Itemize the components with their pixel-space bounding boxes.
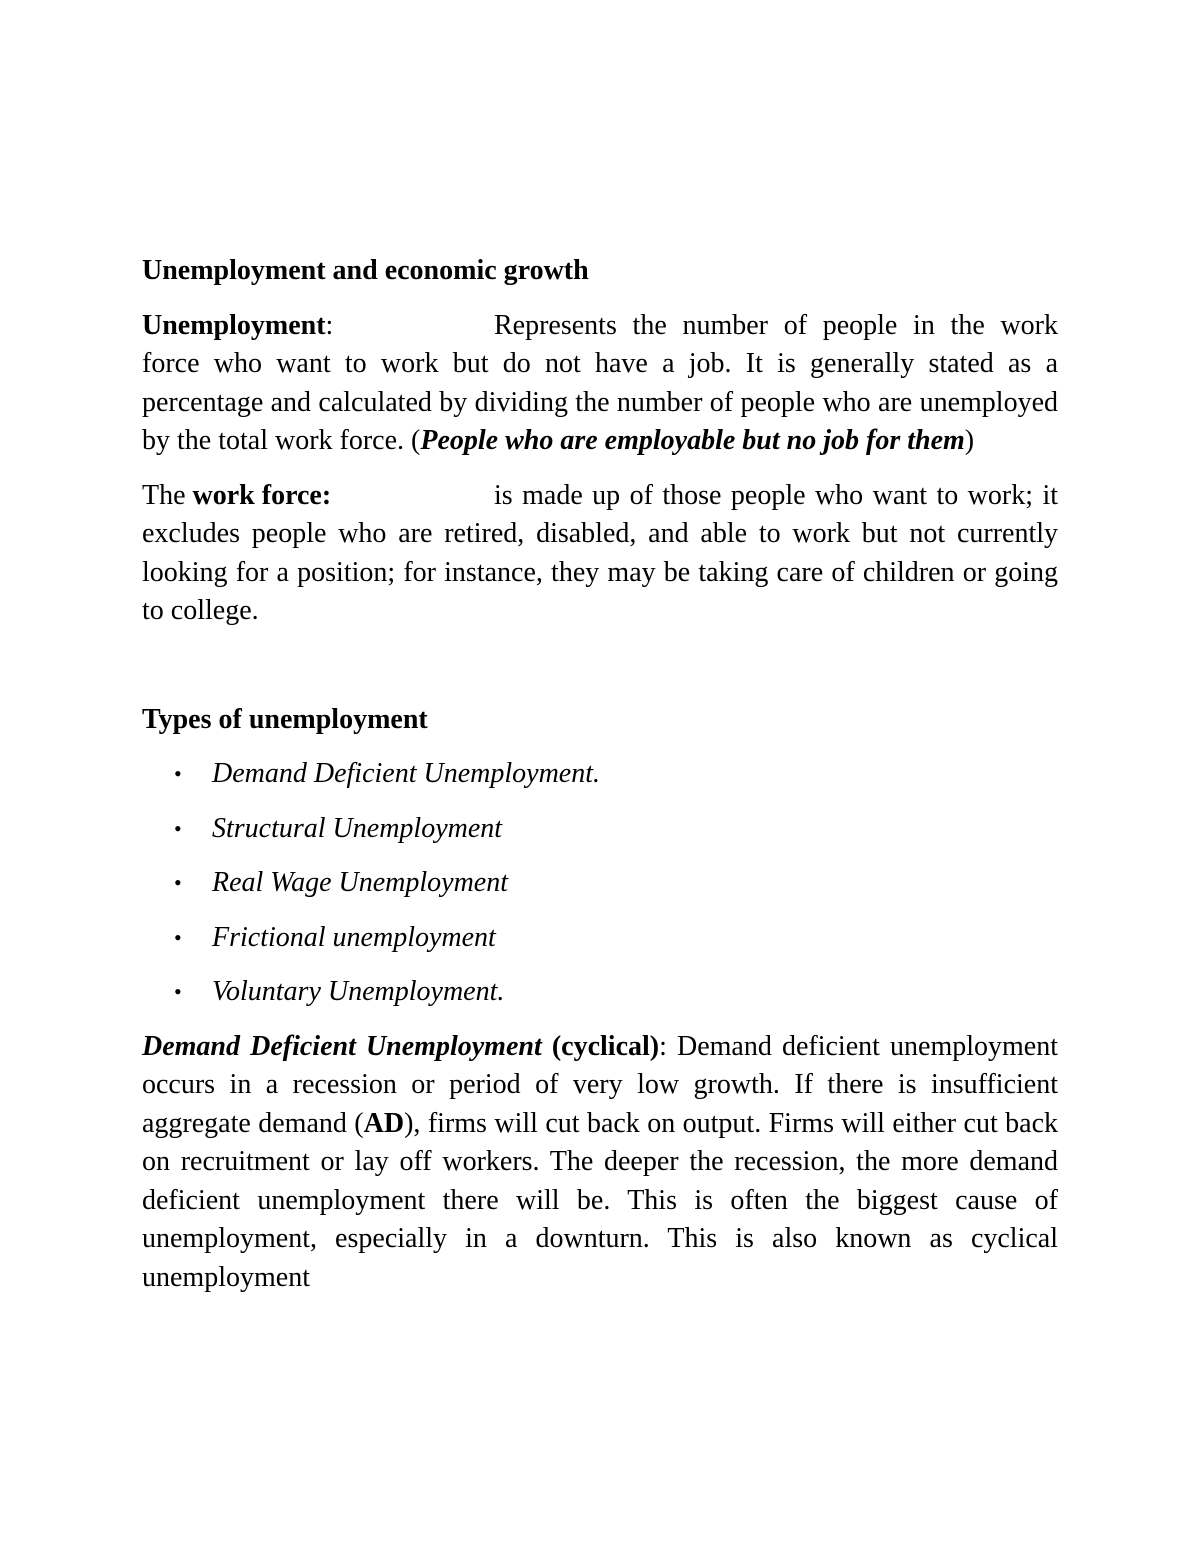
demand-deficient-text-1: Demand deficient unemployment occurs in a recession or period of very low growth. If there is insufficient aggregate demand (: [142, 1030, 1058, 1139]
list-item-label: Voluntary Unemployment.: [212, 976, 505, 1007]
types-heading: Types of unemployment: [142, 703, 428, 735]
list-item-label: Demand Deficient Unemployment.: [212, 758, 600, 789]
unemployment-term-label: [142, 307, 494, 346]
demand-deficient-text-2: ), firms will cut back on output. Firms will either cut back on recruitment or lay off workers. The deeper the recession, the more demand deficient unemployment there will be. This is often the biggest cause of unemployment, especially in a downturn. This is also known as cyclical unemployment: [142, 1107, 1058, 1293]
unemployment-emphasis: People who are employable but no job for them: [420, 425, 965, 456]
aggregate-demand-abbrev: AD: [363, 1107, 405, 1139]
list-item: [142, 810, 1058, 849]
list-item-label: Structural Unemployment: [212, 812, 503, 844]
list-item: [142, 755, 1058, 794]
bullet-icon: •: [174, 761, 182, 786]
unemployment-close-paren: ): [964, 425, 975, 456]
bullet-icon: •: [174, 815, 182, 841]
bullet-icon: •: [174, 870, 182, 895]
section-spacer: [142, 647, 1058, 701]
list-item: [142, 973, 1058, 1012]
types-list: [142, 755, 1058, 1012]
demand-deficient-term: Demand Deficient Unemployment: [142, 1030, 542, 1062]
list-item-label: Frictional unemployment: [212, 921, 496, 953]
document-title: Unemployment and economic growth: [142, 255, 589, 286]
list-item: [142, 864, 1058, 903]
work-force-definition: [142, 477, 1058, 631]
unemployment-definition: [142, 307, 1058, 461]
bullet-icon: •: [174, 924, 182, 950]
demand-deficient-paren: (: [541, 1030, 562, 1062]
list-item-label: Real Wage Unemployment: [212, 867, 508, 898]
work-force-term-label: [142, 477, 494, 516]
work-force-definition-text: is made up of those people who want to work; it excludes people who are retired, disabled, and able to work but not currently looking for a position; for instance, they may be taking care of children or going to college.: [142, 479, 1058, 626]
demand-deficient-paragraph: [142, 1028, 1058, 1298]
demand-deficient-cyclical: cyclical): [561, 1030, 660, 1062]
unemployment-definition-text: Represents the number of people in the work force who want to work but do not have a job. It is generally stated as a percentage and calculated by dividing the number of people who are unemployed by the total work force. (: [142, 309, 1058, 456]
unemployment-colon: :: [325, 309, 334, 341]
demand-deficient-colon: :: [659, 1030, 677, 1062]
work-force-prefix: The: [142, 479, 193, 511]
document-page: [142, 252, 1058, 1313]
bullet-icon: •: [174, 979, 182, 1004]
list-item: [142, 919, 1058, 958]
unemployment-term: Unemployment: [142, 309, 326, 341]
work-force-term: work force:: [192, 479, 332, 511]
